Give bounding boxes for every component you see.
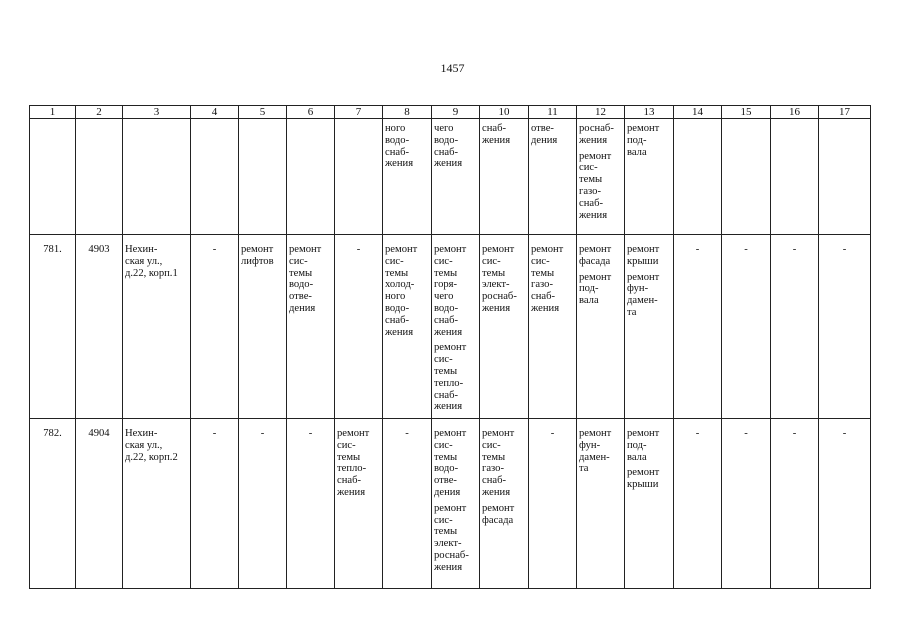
column-number: 4	[191, 106, 239, 119]
text-line: водо-	[434, 463, 459, 475]
text-line: снаб-	[337, 475, 361, 487]
empty-dash: -	[239, 419, 287, 589]
text-line: снаб-	[482, 475, 506, 487]
table-row	[30, 119, 871, 235]
text-line: сис-	[434, 354, 453, 366]
work-cell	[480, 419, 529, 589]
work-cell	[239, 235, 287, 419]
text-line: жения	[434, 561, 463, 573]
empty-dash: -	[191, 419, 239, 589]
text-line: снаб-	[434, 389, 458, 401]
text-line: фун-	[627, 283, 649, 295]
text-line: ская ул.,	[125, 255, 163, 267]
table-row	[30, 419, 871, 589]
text-line: ремонт	[579, 244, 612, 255]
work-cell	[383, 119, 432, 235]
text-line: ремонт	[579, 428, 612, 439]
text-line: ремонт	[434, 342, 467, 354]
column-number: 15	[722, 106, 771, 119]
text-line: тепло-	[337, 463, 367, 475]
work-cell	[432, 419, 480, 589]
repair-entry	[385, 123, 429, 170]
text-line: ремонт	[531, 244, 564, 255]
text-line: чего	[434, 291, 454, 303]
text-line: водо-	[289, 279, 314, 291]
empty-dash: -	[674, 235, 722, 419]
repair-entry	[482, 428, 526, 499]
building-code	[76, 119, 123, 235]
text-line: водо-	[434, 302, 459, 314]
repair-entry	[482, 123, 526, 147]
repair-entry	[627, 123, 671, 158]
text-line: сис-	[434, 255, 453, 267]
repair-entry	[241, 244, 284, 268]
text-line: снаб-	[579, 197, 603, 209]
repair-entry	[482, 244, 526, 315]
repair-entry	[579, 428, 622, 475]
text-line: жения	[579, 209, 608, 221]
row-number	[30, 119, 76, 235]
text-line: холод-	[385, 279, 415, 291]
empty-dash: -	[819, 419, 871, 589]
empty-dash: -	[383, 419, 432, 589]
text-line: отве-	[434, 475, 457, 487]
text-line: водо-	[385, 134, 410, 146]
text-line: ного	[385, 123, 406, 134]
text-line: Нехин-	[125, 244, 158, 255]
text-line: сис-	[434, 439, 453, 451]
text-line: темы	[482, 267, 506, 279]
work-cell	[432, 235, 480, 419]
text-line: темы	[579, 174, 603, 186]
text-line: снаб-	[385, 146, 409, 158]
text-line: дения	[531, 134, 558, 146]
text-line: ремонт	[434, 428, 467, 439]
work-cell	[722, 119, 771, 235]
text-line: ремонт	[627, 467, 660, 479]
text-line: под-	[627, 134, 647, 146]
text-line: ного	[385, 291, 406, 303]
text-line: роснаб-	[579, 123, 614, 134]
repair-entry	[579, 272, 622, 307]
column-number: 12	[577, 106, 625, 119]
text-line: под-	[627, 439, 647, 451]
text-line: сис-	[482, 439, 501, 451]
repair-entry	[579, 244, 622, 268]
column-number: 7	[335, 106, 383, 119]
repair-entry	[627, 467, 671, 491]
text-line: ремонт	[627, 271, 660, 283]
text-line: газо-	[482, 463, 504, 475]
text-line: дамен-	[579, 451, 610, 463]
work-cell	[335, 419, 383, 589]
text-line: сис-	[482, 255, 501, 267]
repair-entry	[434, 123, 477, 170]
text-line: ремонт	[434, 244, 467, 255]
work-cell	[432, 119, 480, 235]
repair-entry	[434, 428, 477, 499]
empty-dash: -	[529, 419, 577, 589]
text-line: сис-	[434, 514, 453, 526]
text-line: ремонт	[579, 271, 612, 283]
text-line: жения	[482, 486, 511, 498]
text-line: снаб-	[385, 314, 409, 326]
text-line: дения	[434, 486, 461, 498]
text-line: ремонт	[434, 502, 467, 514]
work-cell	[625, 119, 674, 235]
empty-dash: -	[287, 419, 335, 589]
text-line: крыши	[627, 479, 659, 491]
text-line: чего	[434, 123, 454, 134]
page-number: 1457	[440, 61, 465, 75]
text-line: темы	[531, 267, 555, 279]
row-number: 781.	[30, 235, 76, 419]
text-line: снаб-	[434, 146, 458, 158]
text-line: темы	[434, 451, 458, 463]
text-line: жения	[579, 134, 608, 146]
text-line: фун-	[579, 439, 601, 451]
column-number: 1	[30, 106, 76, 119]
text-line: жения	[434, 326, 463, 338]
column-number: 8	[383, 106, 432, 119]
table-row	[30, 235, 871, 419]
address	[125, 244, 188, 279]
work-cell	[819, 119, 871, 235]
column-number: 2	[76, 106, 123, 119]
text-line: лифтов	[241, 255, 274, 267]
repair-entry	[385, 244, 429, 338]
text-line: водо-	[434, 134, 459, 146]
text-line: роснаб-	[482, 291, 517, 303]
work-cell	[239, 119, 287, 235]
text-line: темы	[289, 267, 313, 279]
text-line: дения	[289, 302, 316, 314]
empty-dash: -	[191, 235, 239, 419]
work-cell	[625, 235, 674, 419]
empty-dash: -	[771, 419, 819, 589]
repair-entry	[289, 244, 332, 315]
column-number: 3	[123, 106, 191, 119]
repair-entry	[337, 428, 380, 499]
address-cell	[123, 235, 191, 419]
text-line: под-	[579, 283, 599, 295]
column-number: 16	[771, 106, 819, 119]
text-line: сис-	[579, 162, 598, 174]
column-number: 11	[529, 106, 577, 119]
text-line: темы	[337, 451, 361, 463]
repair-entry	[531, 123, 574, 147]
text-line: снаб-	[434, 314, 458, 326]
text-line: ремонт	[482, 244, 515, 255]
text-line: ремонт	[579, 150, 612, 162]
text-line: отве-	[289, 291, 312, 303]
address-cell	[123, 419, 191, 589]
text-line: снаб-	[531, 291, 555, 303]
text-line: темы	[385, 267, 409, 279]
text-line: элект-	[434, 538, 462, 550]
text-line: темы	[434, 267, 458, 279]
empty-dash: -	[722, 419, 771, 589]
work-cell	[771, 119, 819, 235]
text-line: ская ул.,	[125, 439, 163, 451]
text-line: жения	[434, 401, 463, 413]
empty-dash: -	[819, 235, 871, 419]
work-cell	[625, 419, 674, 589]
text-line: снаб-	[482, 123, 506, 134]
work-cell	[287, 119, 335, 235]
text-line: та	[579, 463, 589, 475]
text-line: жения	[434, 158, 463, 170]
work-cell	[287, 235, 335, 419]
text-line: газо-	[579, 185, 601, 197]
column-number: 13	[625, 106, 674, 119]
work-cell	[191, 119, 239, 235]
text-line: вала	[627, 146, 647, 158]
text-line: темы	[482, 451, 506, 463]
text-line: д.22, корп.2	[125, 451, 178, 463]
column-number: 9	[432, 106, 480, 119]
empty-dash: -	[335, 235, 383, 419]
column-number: 17	[819, 106, 871, 119]
repair-schedule-table	[29, 105, 871, 589]
text-line: вала	[579, 295, 599, 307]
text-line: жения	[482, 302, 511, 314]
work-cell	[577, 119, 625, 235]
empty-dash: -	[674, 419, 722, 589]
repair-entry	[434, 342, 477, 413]
work-cell	[577, 235, 625, 419]
text-line: сис-	[385, 255, 404, 267]
text-line: сис-	[337, 439, 356, 451]
text-line: сис-	[289, 255, 308, 267]
text-line: ремонт	[482, 502, 515, 514]
text-line: вала	[627, 451, 647, 463]
text-line: ремонт	[337, 428, 370, 439]
row-number: 782.	[30, 419, 76, 589]
text-line: та	[627, 306, 637, 318]
column-number: 14	[674, 106, 722, 119]
work-cell	[529, 235, 577, 419]
text-line: элект-	[482, 279, 510, 291]
work-cell	[335, 119, 383, 235]
text-line: жения	[482, 134, 511, 146]
column-number: 10	[480, 106, 529, 119]
text-line: Нехин-	[125, 428, 158, 439]
repair-entry	[627, 428, 671, 463]
text-line: ремонт	[627, 123, 660, 134]
text-line: тепло-	[434, 377, 464, 389]
text-line: отве-	[531, 123, 554, 134]
text-line: дамен-	[627, 295, 658, 307]
column-number-row	[30, 106, 871, 119]
repair-entry	[531, 244, 574, 315]
building-code: 4903	[76, 235, 123, 419]
text-line: газо-	[531, 279, 553, 291]
building-code: 4904	[76, 419, 123, 589]
text-line: крыши	[627, 255, 659, 267]
text-line: жения	[385, 326, 414, 338]
work-cell	[383, 235, 432, 419]
text-line: жения	[385, 158, 414, 170]
work-cell	[529, 119, 577, 235]
address-cell	[123, 119, 191, 235]
text-line: темы	[434, 365, 458, 377]
address	[125, 428, 188, 463]
empty-dash: -	[771, 235, 819, 419]
text-line: сис-	[531, 255, 550, 267]
repair-entry	[482, 503, 526, 527]
repair-entry	[579, 151, 622, 222]
work-cell	[480, 235, 529, 419]
work-cell	[480, 119, 529, 235]
text-line: ремонт	[385, 244, 418, 255]
work-cell	[577, 419, 625, 589]
text-line: фасада	[579, 255, 611, 267]
text-line: ремонт	[241, 244, 274, 255]
text-line: роснаб-	[434, 549, 469, 561]
text-line: ремонт	[289, 244, 322, 255]
text-line: ремонт	[482, 428, 515, 439]
text-line: ремонт	[627, 428, 660, 439]
text-line: жения	[531, 302, 560, 314]
text-line: горя-	[434, 279, 458, 291]
column-number: 6	[287, 106, 335, 119]
text-line: ремонт	[627, 244, 660, 255]
repair-entry	[434, 244, 477, 338]
repair-entry	[579, 123, 622, 147]
text-line: темы	[434, 526, 458, 538]
repair-entry	[627, 272, 671, 319]
text-line: водо-	[385, 302, 410, 314]
empty-dash: -	[722, 235, 771, 419]
text-line: фасада	[482, 514, 514, 526]
work-cell	[674, 119, 722, 235]
text-line: жения	[337, 486, 366, 498]
repair-entry	[627, 244, 671, 268]
repair-entry	[434, 503, 477, 574]
text-line: д.22, корп.1	[125, 267, 178, 279]
column-number: 5	[239, 106, 287, 119]
